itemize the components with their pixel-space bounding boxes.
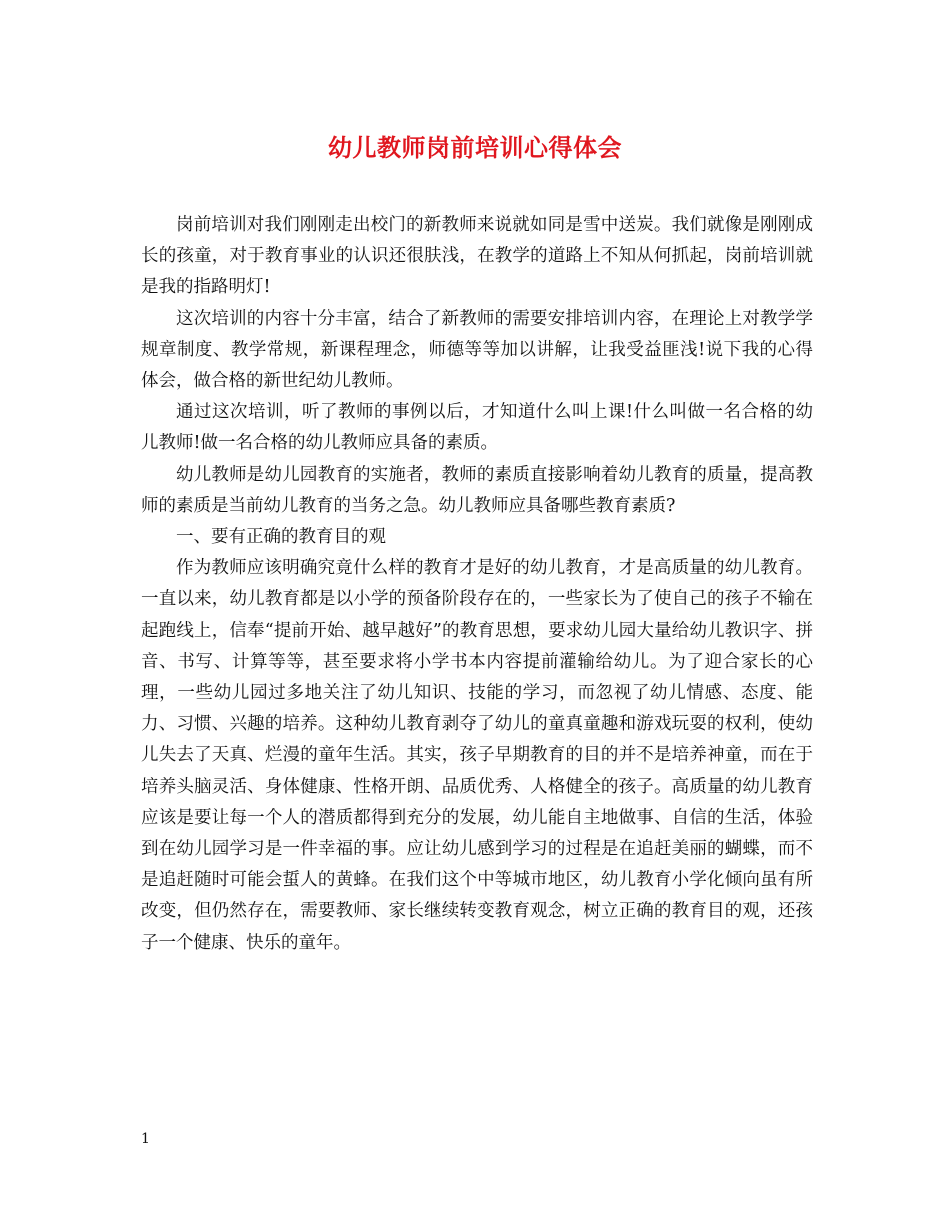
paragraph-1: 岗前培训对我们刚刚走出校门的新教师来说就如同是雪中送炭。我们就像是刚刚成长的孩童，对于教育事业的认识还很肤浅，在教学的道路上不知从何抓起，岗前培训就是我的指路明灯! [141,215,813,298]
page-number: 1 [141,1131,150,1147]
paragraph-5: 作为教师应该明确究竟什么样的教育才是好的幼儿教育，才是高质量的幼儿教育。一直以来，幼儿教育都是以小学的预备阶段存在的，一些家长为了使自己的孩子不输在起跑线上，信奉“提前开始、越早越好”的教育思想，要求幼儿园大量给幼儿教识字、拼音、书写、计算等等，甚至要求将小学书本内容提前灌输给幼儿。为了迎合家长的心理，一些幼儿园过多地关注了幼儿知识、技能的学习，而忽视了幼儿情感、态度、能力、习惯、兴趣的培养。这种幼儿教育剥夺了幼儿的童真童趣和游戏玩耍的权利，使幼儿失去了天真、烂漫的童年生活。其实，孩子早期教育的目的并不是培养神童，而在于培养头脑灵活、身体健康、性格开朗、品质优秀、人格健全的孩子。高质量的幼儿教育应该是要让每一个人的潜质都得到充分的发展，幼儿能自主地做事、自信的生活，体验到在幼儿园学习是一件幸福的事。应让幼儿感到学习的过程是在追赶美丽的蝴蝶，而不是追赶随时可能会蜇人的黄蜂。在我们这个中等城市地区，幼儿教育小学化倾向虽有所改变，但仍然存在，需要教师、家长继续转变教育观念，树立正确的教育目的观，还孩子一个健康、快乐的童年。 [141,558,813,953]
paragraph-2: 这次培训的内容十分丰富，结合了新教师的需要安排培训内容，在理论上对教学学规章制度、教学常规，新课程理念，师德等等加以讲解，让我受益匪浅!说下我的心得体会，做合格的新世纪幼儿教师。 [141,308,813,392]
paragraph-4: 幼儿教师是幼儿园教育的实施者，教师的素质直接影响着幼儿教育的质量，提高教师的素质是当前幼儿教育的当务之急。幼儿教师应具备哪些教育素质? [141,464,813,516]
document-title: 幼儿教师岗前培训心得体会 [328,133,622,162]
paragraph-3: 通过这次培训，听了教师的事例以后，才知道什么叫上课!什么叫做一名合格的幼儿教师!做一名合格的幼儿教师应具备的素质。 [141,402,813,454]
section-heading-1: 一、要有正确的教育目的观 [176,527,386,548]
document-body [141,210,813,959]
